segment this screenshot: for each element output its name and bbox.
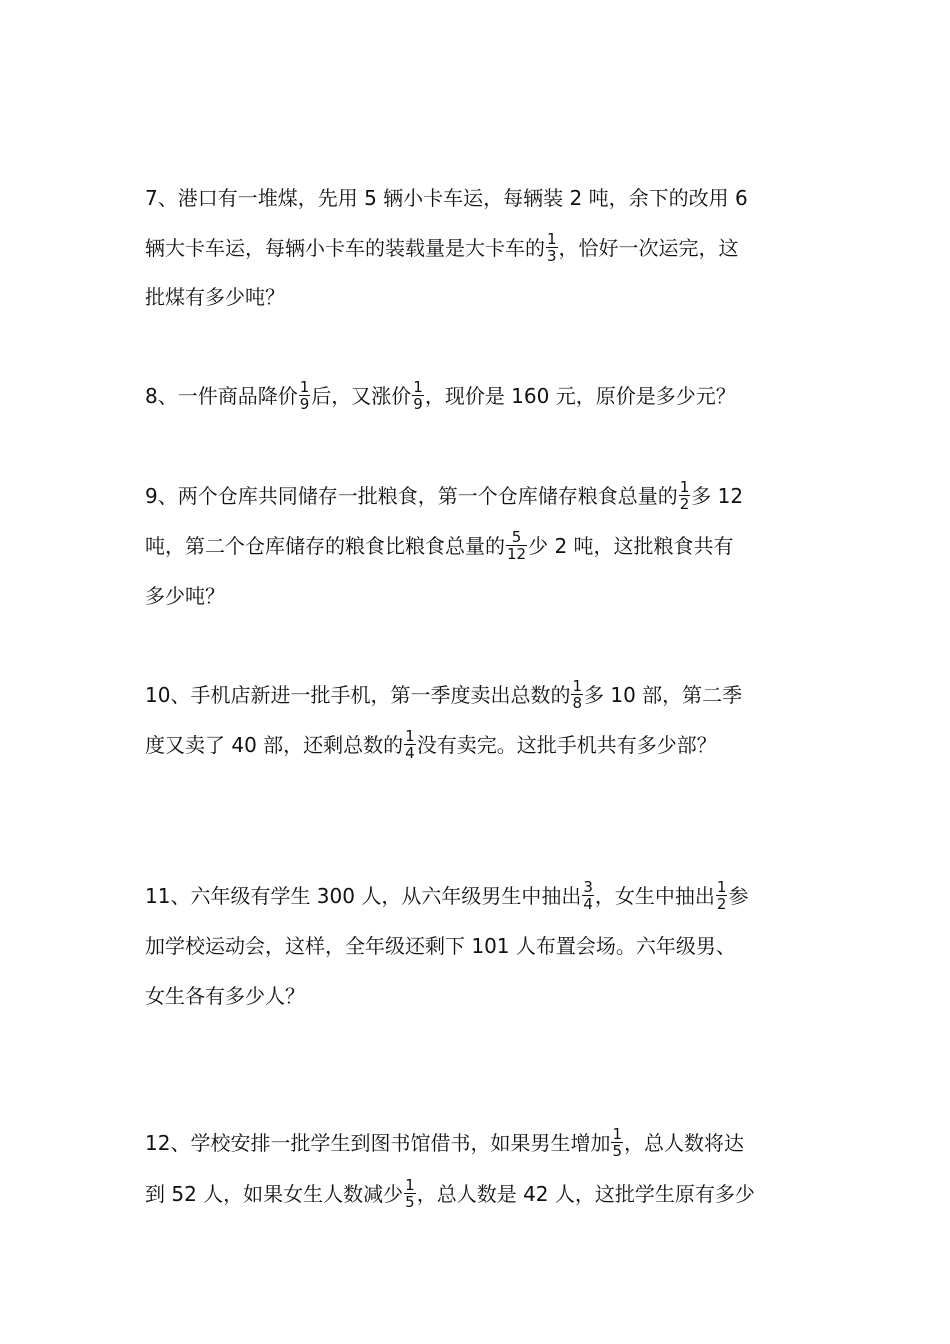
denominator: 2 [679,495,690,513]
text: ，女生中抽出 [594,884,715,908]
numerator: 1 [547,230,557,248]
denominator: 9 [299,395,310,413]
text: 辆大卡车运，每辆小卡车的装载量是大卡车的 [145,236,545,260]
denominator: 8 [572,694,582,712]
fraction [716,879,728,912]
text: 7、港口有一堆煤，先用 5 辆小卡车运，每辆装 2 吨，余下的改用 6 [145,186,748,210]
text: 多 10 部，第二季 [584,683,743,707]
denominator: 12 [507,545,527,563]
text: 8、一件商品降价 [145,384,298,408]
problem-11-line-1 [145,878,815,914]
text: 吨，第二个仓库储存的粮食比粮食总量的 [145,534,505,558]
problem-7-line-3 [145,283,815,311]
problem-7-line-1 [145,184,815,212]
text: ，总人数将达 [624,1131,744,1155]
text: 后，又涨价 [311,384,412,408]
numerator: 1 [405,1176,415,1194]
denominator: 9 [413,395,423,413]
fraction [412,379,424,412]
fraction [299,379,311,412]
text: 没有卖完。这批手机共有多少部？ [416,733,717,757]
problem-12-line-1 [145,1125,815,1161]
fraction [546,231,558,264]
numerator: 1 [716,878,727,896]
text: ，现价是 160 元，原价是多少元？ [424,384,736,408]
problem-9-line-2 [145,528,815,564]
problem-9-line-3 [145,582,815,610]
text: 少 2 吨，这批粮食共有 [528,534,734,558]
denominator: 3 [547,247,557,265]
problem-10-line-1 [145,677,815,713]
denominator: 2 [716,895,727,913]
text: 多 12 [691,484,744,508]
fraction [571,678,583,711]
numerator: 1 [299,378,310,396]
denominator: 5 [612,1142,622,1160]
problem-11-line-3 [145,982,815,1010]
text: 女生各有多少人？ [145,984,305,1008]
text: ，总人数是 42 人，这批学生原有多少 [416,1182,755,1206]
problem-11-line-2 [145,932,815,960]
denominator: 4 [405,744,415,762]
numerator: 1 [679,478,690,496]
numerator: 1 [413,378,423,396]
text: 度又卖了 40 部，还剩总数的 [145,733,404,757]
fraction [611,1126,623,1159]
fraction [679,479,691,512]
problem-12-line-2 [145,1176,815,1212]
problem-9-line-1 [145,478,815,514]
text: 11、六年级有学生 300 人，从六年级男生中抽出 [145,884,582,908]
text: ，恰好一次运完，这 [558,236,739,260]
fraction [404,728,416,761]
text: 到 52 人，如果女生人数减少 [145,1182,404,1206]
numerator: 3 [583,878,593,896]
numerator: 1 [572,677,582,695]
denominator: 5 [405,1193,415,1211]
fraction [506,529,527,562]
fraction [582,879,594,912]
problem-7-line-2 [145,230,815,266]
numerator: 1 [612,1125,622,1143]
numerator: 1 [405,727,415,745]
text: 多少吨？ [145,584,225,608]
text: 参 [728,884,749,908]
denominator: 4 [583,895,593,913]
text: 10、手机店新进一批手机，第一季度卖出总数的 [145,683,571,707]
text: 批煤有多少吨？ [145,285,285,309]
text: 加学校运动会，这样，全年级还剩下 101 人布置会场。六年级男、 [145,934,736,958]
fraction [404,1177,416,1210]
text: 12、学校安排一批学生到图书馆借书，如果男生增加 [145,1131,611,1155]
problem-10-line-2 [145,727,815,763]
numerator: 5 [511,528,522,546]
text: 9、两个仓库共同储存一批粮食，第一个仓库储存粮食总量的 [145,484,678,508]
problem-8-line-1 [145,378,815,414]
